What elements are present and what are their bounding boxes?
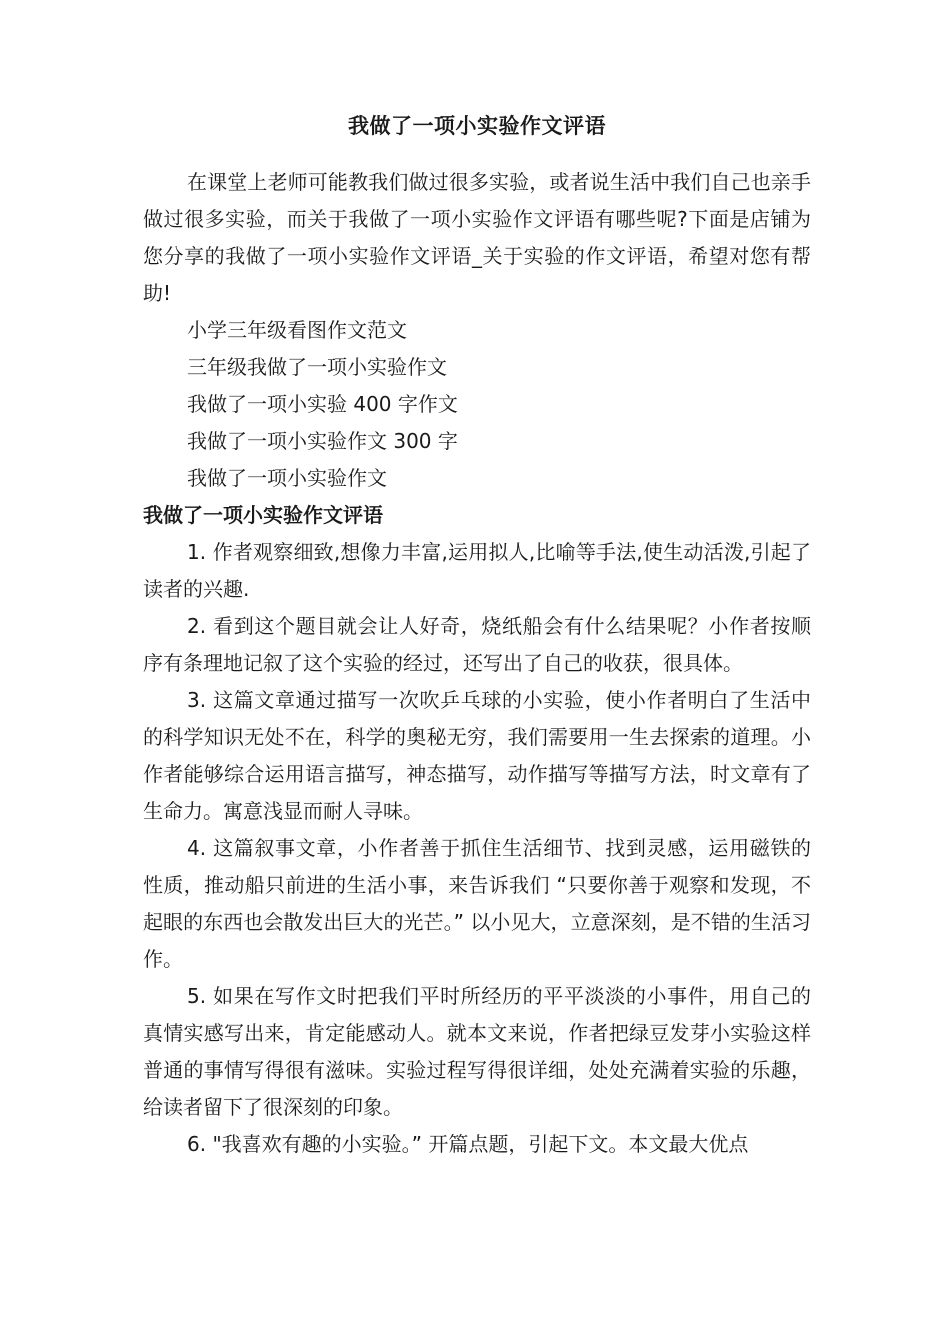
comment-paragraph: 1. 作者观察细致,想像力丰富,运用拟人,比喻等手法,使生动活泼,引起了读者的兴趣. xyxy=(143,540,811,601)
comment-paragraph: 6. "我喜欢有趣的小实验。” 开篇点题，引起下文。本文最大优点 xyxy=(187,1132,749,1156)
document-page xyxy=(143,108,811,1163)
comment-paragraph: 5. 如果在写作文时把我们平时所经历的平平淡淡的小事件，用自己的真情实感写出来，肯定能感动人。就本文来说，作者把绿豆发芽小实验这样普通的事情写得很有滋味。实验过程写得很详细，处处充满着实验的乐趣，给读者留下了很深刻的印象。 xyxy=(143,984,811,1119)
related-link[interactable]: 小学三年级看图作文范文 xyxy=(187,318,407,342)
related-link[interactable]: 三年级我做了一项小实验作文 xyxy=(187,355,447,379)
related-link[interactable]: 我做了一项小实验作文 xyxy=(187,466,387,490)
comment-paragraph: 2. 看到这个题目就会让人好奇，烧纸船会有什么结果呢？小作者按顺序有条理地记叙了这个实验的经过，还写出了自己的收获，很具体。 xyxy=(143,614,811,675)
intro-paragraph: 在课堂上老师可能教我们做过很多实验，或者说生活中我们自己也亲手做过很多实验，而关于我做了一项小实验作文评语有哪些呢?下面是店铺为您分享的我做了一项小实验作文评语_关于实验的作文评语，希望对您有帮助! xyxy=(143,170,811,305)
section-heading: 我做了一项小实验作文评语 xyxy=(143,503,383,527)
related-link[interactable]: 我做了一项小实验 400 字作文 xyxy=(187,392,458,416)
comment-paragraph: 4. 这篇叙事文章，小作者善于抓住生活细节、找到灵感，运用磁铁的性质，推动船只前进的生活小事，来告诉我们 “只要你善于观察和发现，不起眼的东西也会散发出巨大的光芒。” 以小见大，立意深刻，是不错的生活习作。 xyxy=(143,836,811,971)
comment-paragraph: 3. 这篇文章通过描写一次吹乒乓球的小实验，使小作者明白了生活中的科学知识无处不在，科学的奥秘无穷，我们需要用一生去探索的道理。小作者能够综合运用语言描写，神态描写，动作描写等描写方法，时文章有了生命力。寓意浅显而耐人寻味。 xyxy=(143,688,811,823)
document-title: 我做了一项小实验作文评语 xyxy=(348,114,606,138)
related-link[interactable]: 我做了一项小实验作文 300 字 xyxy=(187,429,458,453)
related-links xyxy=(143,312,811,497)
